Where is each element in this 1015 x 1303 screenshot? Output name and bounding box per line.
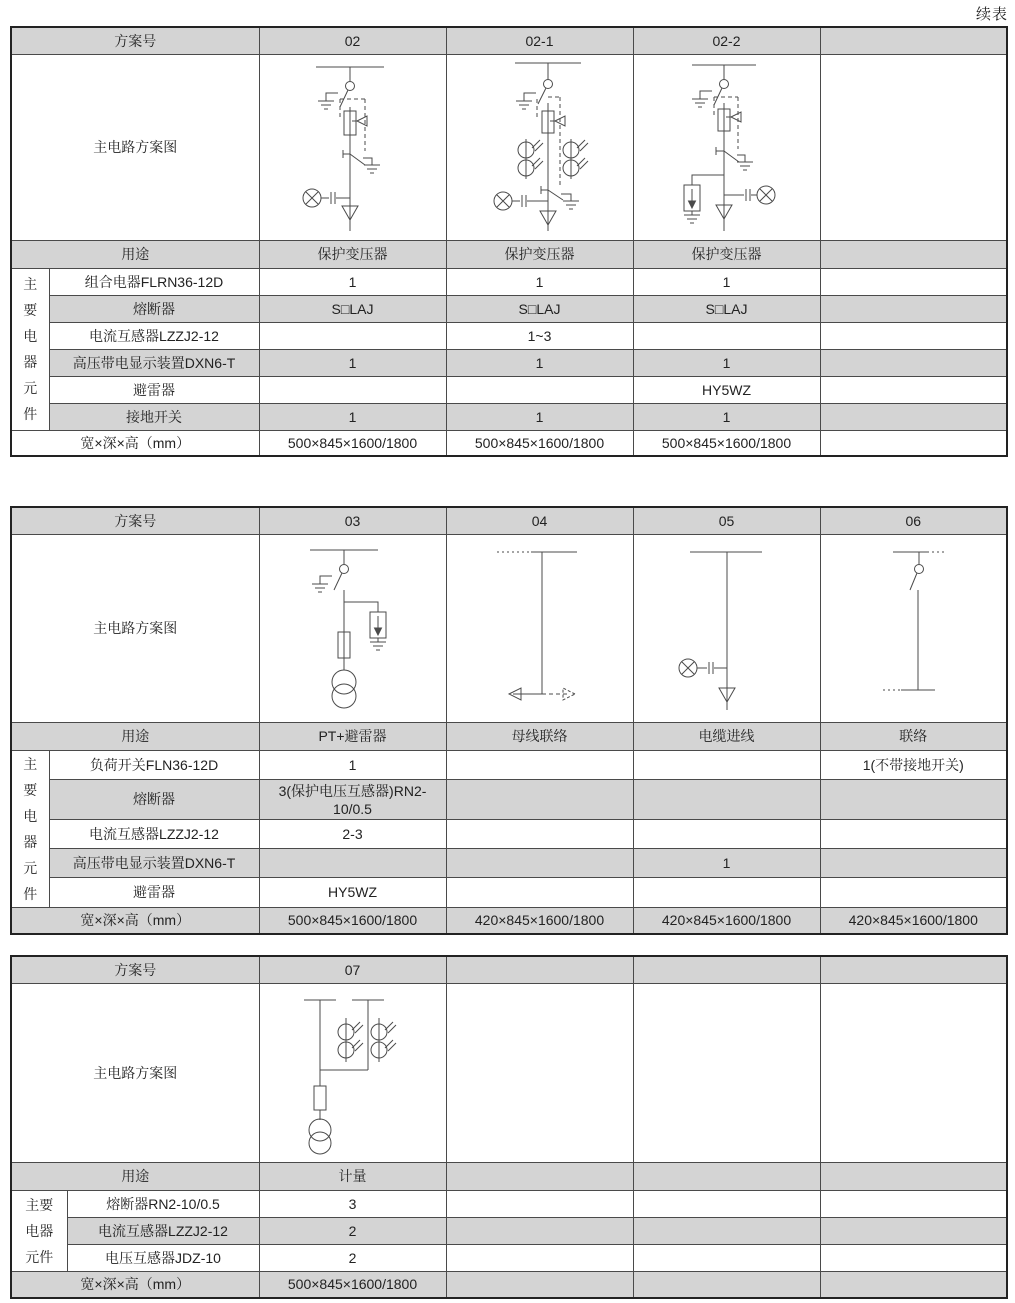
circuit-diagram-02-1 [447, 55, 634, 240]
component-value [820, 1190, 1007, 1217]
diagram-row-label: 主电路方案图 [11, 983, 259, 1162]
component-value [820, 349, 1007, 376]
component-label: 负荷开关FLN36-12D [49, 750, 259, 779]
component-value: 3 [259, 1190, 446, 1217]
component-group-label: 主 要 电 器 元 件 [11, 750, 49, 907]
component-value: 3(保护电压互感器)RN2-10/0.5 [259, 779, 446, 819]
scheme-number-row [11, 956, 1007, 983]
component-value [633, 779, 820, 819]
scheme-number-row [11, 27, 1007, 54]
usage-value [820, 1162, 1007, 1190]
diagram-row [11, 983, 1007, 1162]
scheme-number [820, 956, 1007, 983]
scheme-number: 02-1 [446, 27, 633, 54]
table-scheme-07 [10, 955, 1008, 1299]
component-row [11, 779, 1007, 819]
component-label: 避雷器 [49, 878, 259, 907]
usage-value: 保护变压器 [446, 240, 633, 268]
size-row-label: 宽×深×高（mm） [11, 1271, 259, 1298]
component-value: S□LAJ [259, 295, 446, 322]
component-label: 熔断器 [49, 779, 259, 819]
component-value [633, 819, 820, 848]
circuit-diagram-02 [260, 55, 447, 240]
usage-row-label: 用途 [11, 240, 259, 268]
diagram-cell [820, 534, 1007, 722]
component-value [633, 1217, 820, 1244]
component-value [820, 322, 1007, 349]
size-row-label: 宽×深×高（mm） [11, 430, 259, 456]
component-value: 1~3 [446, 322, 633, 349]
diagram-cell [259, 54, 446, 240]
component-value: 2 [259, 1217, 446, 1244]
component-value [820, 403, 1007, 430]
usage-value: 保护变压器 [259, 240, 446, 268]
component-value [820, 295, 1007, 322]
component-row [11, 1190, 1007, 1217]
size-row-label: 宽×深×高（mm） [11, 907, 259, 934]
component-row [11, 878, 1007, 907]
component-value: 1 [259, 403, 446, 430]
component-group-label: 主 要 电 器 元 件 [11, 268, 49, 430]
size-value: 500×845×1600/1800 [259, 1271, 446, 1298]
component-value [446, 376, 633, 403]
circuit-diagram-02-2 [634, 55, 821, 240]
component-label: 接地开关 [49, 403, 259, 430]
diagram-cell [820, 983, 1007, 1162]
component-label: 电流互感器LZZJ2-12 [49, 819, 259, 848]
circuit-diagram-06 [821, 536, 1008, 721]
component-label: 高压带电显示装置DXN6-T [49, 349, 259, 376]
component-value [820, 779, 1007, 819]
component-value [820, 819, 1007, 848]
component-value: 1 [633, 268, 820, 295]
size-value: 420×845×1600/1800 [633, 907, 820, 934]
component-value: 1 [446, 268, 633, 295]
component-value: HY5WZ [259, 878, 446, 907]
component-value [446, 819, 633, 848]
component-label: 高压带电显示装置DXN6-T [49, 849, 259, 878]
component-value: 1 [633, 403, 820, 430]
component-row [11, 403, 1007, 430]
component-value [633, 322, 820, 349]
component-value [633, 750, 820, 779]
component-value [446, 1244, 633, 1271]
component-row [11, 849, 1007, 878]
component-value: HY5WZ [633, 376, 820, 403]
scheme-row-label: 方案号 [11, 27, 259, 54]
diagram-row-label: 主电路方案图 [11, 534, 259, 722]
component-row [11, 268, 1007, 295]
component-value: 2-3 [259, 819, 446, 848]
diagram-cell [446, 983, 633, 1162]
circuit-diagram-05 [634, 536, 821, 721]
component-group-label: 主要 电器 元件 [11, 1190, 67, 1271]
component-value: S□LAJ [633, 295, 820, 322]
size-value [820, 1271, 1007, 1298]
component-value [259, 322, 446, 349]
size-value: 500×845×1600/1800 [259, 430, 446, 456]
usage-value: 计量 [259, 1162, 446, 1190]
component-value: 1 [259, 750, 446, 779]
component-value [446, 849, 633, 878]
size-value: 420×845×1600/1800 [446, 907, 633, 934]
diagram-row [11, 534, 1007, 722]
size-value: 500×845×1600/1800 [446, 430, 633, 456]
component-value [820, 376, 1007, 403]
component-row [11, 349, 1007, 376]
component-value: 1 [259, 349, 446, 376]
component-value [633, 1244, 820, 1271]
circuit-diagram-03 [260, 536, 447, 721]
scheme-number [820, 27, 1007, 54]
component-row [11, 376, 1007, 403]
size-row [11, 907, 1007, 934]
component-value: 1 [259, 268, 446, 295]
component-value: 1 [633, 349, 820, 376]
component-value [820, 849, 1007, 878]
component-value [820, 1244, 1007, 1271]
component-value [446, 779, 633, 819]
component-label: 电压互感器JDZ-10 [67, 1244, 259, 1271]
diagram-cell [820, 54, 1007, 240]
size-value: 420×845×1600/1800 [820, 907, 1007, 934]
component-row [11, 1217, 1007, 1244]
component-value [259, 849, 446, 878]
component-value [820, 878, 1007, 907]
scheme-number: 05 [633, 507, 820, 534]
component-label: 熔断器 [49, 295, 259, 322]
component-value: S□LAJ [446, 295, 633, 322]
component-row [11, 750, 1007, 779]
usage-value: PT+避雷器 [259, 722, 446, 750]
component-value [633, 878, 820, 907]
usage-value: 联络 [820, 722, 1007, 750]
component-label: 组合电器FLRN36-12D [49, 268, 259, 295]
component-label: 电流互感器LZZJ2-12 [67, 1217, 259, 1244]
scheme-number: 02-2 [633, 27, 820, 54]
component-label: 避雷器 [49, 376, 259, 403]
scheme-row-label: 方案号 [11, 507, 259, 534]
usage-value: 母线联络 [446, 722, 633, 750]
circuit-diagram-07 [260, 984, 447, 1162]
component-value: 1(不带接地开关) [820, 750, 1007, 779]
component-value: 1 [633, 849, 820, 878]
usage-row [11, 1162, 1007, 1190]
size-value [633, 1271, 820, 1298]
size-row [11, 430, 1007, 456]
usage-value [820, 240, 1007, 268]
scheme-number [446, 956, 633, 983]
component-value [446, 878, 633, 907]
continued-table-label: 续表 [975, 6, 1008, 23]
component-value [446, 1217, 633, 1244]
component-value [446, 1190, 633, 1217]
component-value [820, 1217, 1007, 1244]
usage-row-label: 用途 [11, 1162, 259, 1190]
scheme-number: 07 [259, 956, 446, 983]
diagram-cell [633, 534, 820, 722]
usage-value [446, 1162, 633, 1190]
diagram-cell [259, 534, 446, 722]
component-value: 1 [446, 349, 633, 376]
component-value [446, 750, 633, 779]
usage-row-label: 用途 [11, 722, 259, 750]
usage-value [633, 1162, 820, 1190]
scheme-number [633, 956, 820, 983]
usage-row [11, 722, 1007, 750]
scheme-number: 02 [259, 27, 446, 54]
component-row [11, 1244, 1007, 1271]
table-schemes-03-06 [10, 506, 1008, 935]
usage-row [11, 240, 1007, 268]
usage-value: 电缆进线 [633, 722, 820, 750]
component-value [259, 376, 446, 403]
size-value [820, 430, 1007, 456]
diagram-cell [446, 54, 633, 240]
component-value [633, 1190, 820, 1217]
component-row [11, 295, 1007, 322]
component-value: 1 [446, 403, 633, 430]
component-value [820, 268, 1007, 295]
component-label: 电流互感器LZZJ2-12 [49, 322, 259, 349]
circuit-diagram-04 [447, 536, 634, 721]
diagram-cell [259, 983, 446, 1162]
usage-value: 保护变压器 [633, 240, 820, 268]
size-value: 500×845×1600/1800 [633, 430, 820, 456]
scheme-number-row [11, 507, 1007, 534]
diagram-cell [633, 54, 820, 240]
diagram-row [11, 54, 1007, 240]
scheme-number: 04 [446, 507, 633, 534]
scheme-number: 06 [820, 507, 1007, 534]
diagram-row-label: 主电路方案图 [11, 54, 259, 240]
scheme-number: 03 [259, 507, 446, 534]
scheme-row-label: 方案号 [11, 956, 259, 983]
diagram-cell [633, 983, 820, 1162]
component-row [11, 819, 1007, 848]
component-label: 熔断器RN2-10/0.5 [67, 1190, 259, 1217]
component-value: 2 [259, 1244, 446, 1271]
size-value: 500×845×1600/1800 [259, 907, 446, 934]
table-schemes-02-series [10, 26, 1008, 457]
size-row [11, 1271, 1007, 1298]
diagram-cell [446, 534, 633, 722]
component-row [11, 322, 1007, 349]
size-value [446, 1271, 633, 1298]
